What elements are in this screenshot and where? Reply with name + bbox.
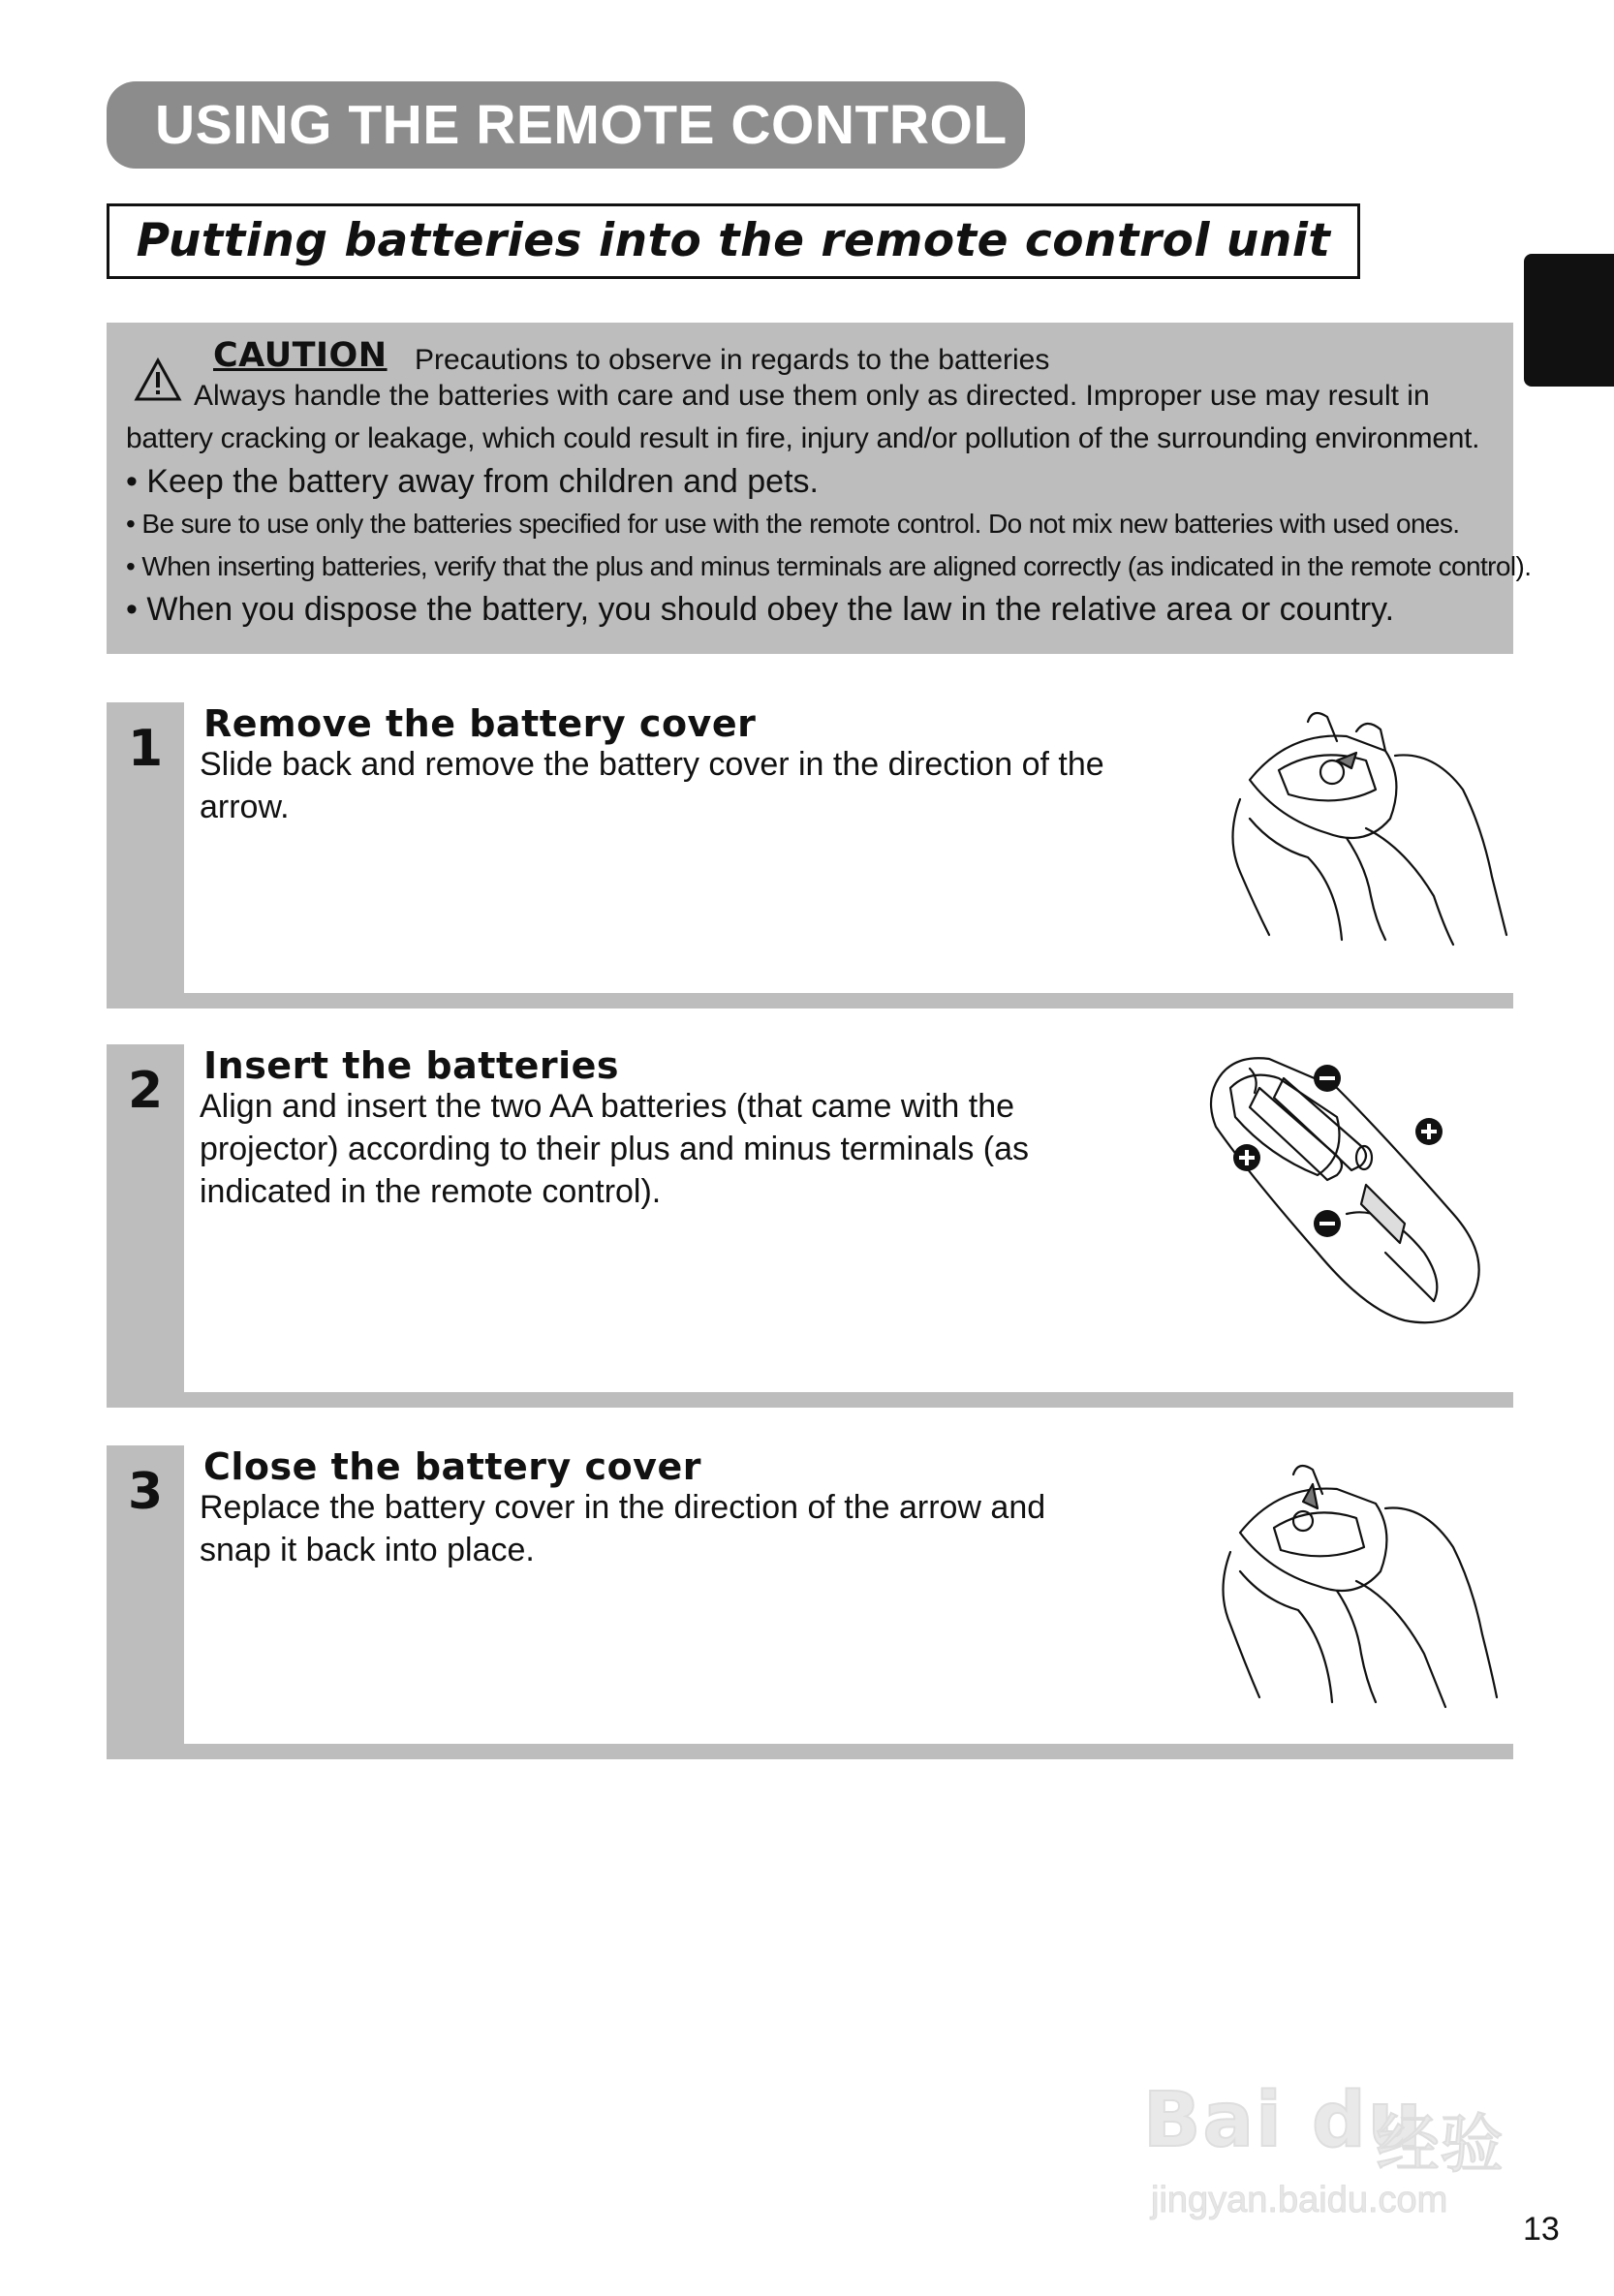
remove-cover-illustration xyxy=(1221,702,1511,954)
caution-intro-line: battery cracking or leakage, which could result in fire, injury and/or pollution of the surrounding environment. xyxy=(126,422,1480,454)
insert-batteries-illustration xyxy=(1192,1049,1511,1359)
step-1 xyxy=(107,702,1513,1008)
page-subtitle: Putting batteries into the remote control unit xyxy=(107,203,1360,279)
step-number: 1 xyxy=(128,720,164,778)
close-cover-illustration xyxy=(1211,1455,1502,1717)
caution-item: • When you dispose the battery, you should obey the law in the relative area or country. xyxy=(126,591,1395,628)
step-description-line: Replace the battery cover in the direction of the arrow and xyxy=(200,1489,1046,1526)
step-description xyxy=(200,1486,1197,1571)
step-description xyxy=(200,743,1197,828)
step-title: Insert the batteries xyxy=(203,1044,620,1087)
chapter-tab xyxy=(1524,254,1614,387)
step-number: 3 xyxy=(128,1463,164,1521)
caution-item: • Be sure to use only the batteries specified for use with the remote control. Do not mix new batteries with used ones. xyxy=(126,509,1460,539)
caution-label: CAUTION xyxy=(213,336,388,375)
watermark-cn-text: 经验 xyxy=(1376,2108,1504,2180)
step-description-line: arrow. xyxy=(200,789,290,825)
watermark-logo: Bai du xyxy=(1143,2077,1424,2164)
watermark-url: jingyan.baidu.com xyxy=(1151,2180,1448,2220)
caution-intro xyxy=(126,375,1496,460)
step-number: 2 xyxy=(128,1062,164,1120)
watermark xyxy=(1143,2044,1531,2238)
step-description-line: projector) according to their plus and minus terminals (as xyxy=(200,1131,1030,1167)
section-title: USING THE REMOTE CONTROL xyxy=(107,81,1025,169)
step-2 xyxy=(107,1044,1513,1408)
step-title: Remove the battery cover xyxy=(203,702,757,745)
step-title: Close the battery cover xyxy=(203,1445,701,1488)
caution-item: • Keep the battery away from children and pets. xyxy=(126,463,819,500)
step-description xyxy=(200,1085,1197,1213)
step-description-line: Align and insert the two AA batteries (that came with the xyxy=(200,1088,1015,1125)
caution-intro-line: Always handle the batteries with care and use them only as directed. Improper use may result in xyxy=(194,380,1430,412)
step-description-line: Slide back and remove the battery cover in the direction of the xyxy=(200,746,1104,783)
caution-title: Precautions to observe in regards to the batteries xyxy=(415,344,1050,376)
page-number: 13 xyxy=(1523,2211,1560,2248)
step-description-line: snap it back into place. xyxy=(200,1532,535,1568)
warning-triangle-icon xyxy=(134,357,182,402)
step-description-line: indicated in the remote control). xyxy=(200,1173,662,1210)
step-3 xyxy=(107,1445,1513,1759)
caution-box xyxy=(107,323,1532,654)
caution-item: • When inserting batteries, verify that the plus and minus terminals are aligned correctly (as indicated in the remote control). xyxy=(126,551,1532,581)
